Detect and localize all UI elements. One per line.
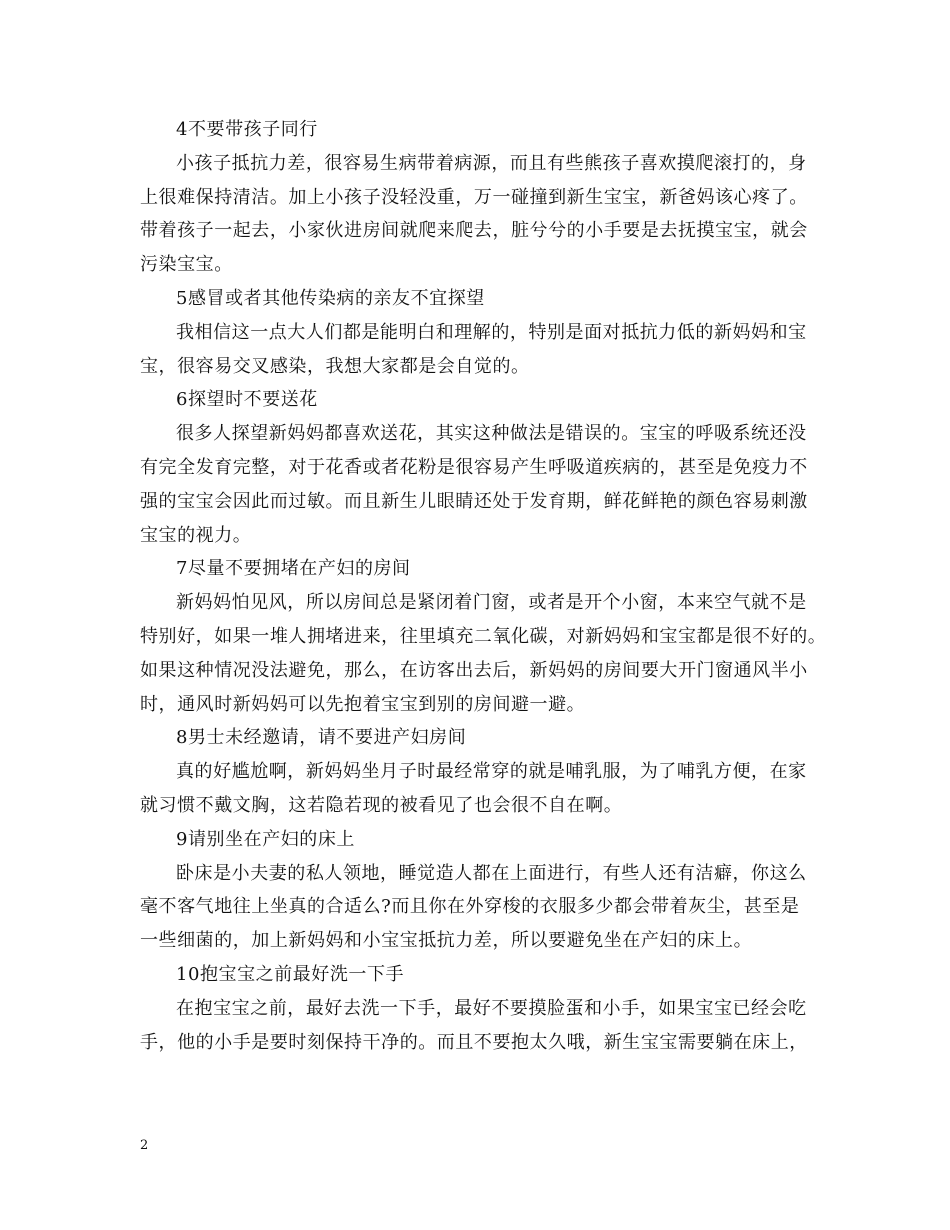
paragraph-line: 很多人探望新妈妈都喜欢送花，其实这种做法是错误的。宝宝的呼吸系统还没 [176,423,807,445]
heading-item-8: 8男士未经邀请，请不要进产妇房间 [176,727,467,749]
paragraph-line: 卧床是小夫妻的私人领地，睡觉造人都在上面进行，有些人还有洁癖，你这么 [176,862,807,884]
paragraph-line: 带着孩子一起去，小家伙进房间就爬来爬去，脏兮兮的小手要是去抚摸宝宝，就会 [140,220,808,242]
heading-item-4: 4不要带孩子同行 [176,119,318,140]
heading-item-5: 5感冒或者其他传染病的亲友不宜探望 [176,287,485,309]
paragraph-line: 手，他的小手是要时刻保持干净的。而且不要抱太久哦，新生宝宝需要躺在床上， [140,1031,808,1053]
paragraph-line: 上很难保持清洁。加上小孩子没轻没重，万一碰撞到新生宝宝，新爸妈该心疼了。 [140,186,808,208]
paragraph-line: 一些细菌的，加上新妈妈和小宝宝抵抗力差，所以要避免坐在产妇的床上。 [140,930,753,952]
document-body [140,113,827,1059]
paragraph-line: 特别好，如果一堆人拥堵进来，往里填充二氧化碳，对新妈妈和宝宝都是很不好的。 [140,625,827,647]
paragraph-line: 污染宝宝。 [140,254,233,276]
heading-item-6: 6探望时不要送花 [176,389,318,411]
heading-item-7: 7尽量不要拥堵在产妇的房间 [176,558,411,580]
paragraph-line: 毫不客气地往上坐真的合适么?而且你在外穿梭的衣服多少都会带着灰尘，甚至是 [140,896,800,918]
paragraph-line: 时，通风时新妈妈可以先抱着宝宝到别的房间避一避。 [140,693,586,715]
paragraph-line: 新妈妈怕见风，所以房间总是紧闭着门窗，或者是开个小窗，本来空气就不是 [176,592,807,614]
page-number: 2 [140,1138,149,1153]
paragraph-line: 如果这种情况没法避免，那么，在访客出去后，新妈妈的房间要大开门窗通风半小 [140,659,808,681]
paragraph-line: 有完全发育完整，对于花香或者花粉是很容易产生呼吸道疾病的，甚至是免疫力不 [140,456,808,478]
heading-item-9: 9请别坐在产妇的床上 [176,828,355,850]
paragraph-line: 我相信这一点大人们都是能明白和理解的，特别是面对抵抗力低的新妈妈和宝 [176,321,807,343]
paragraph-line: 就习惯不戴文胸，这若隐若现的被看见了也会很不自在啊。 [140,794,623,816]
paragraph-line: 宝，很容易交叉感染，我想大家都是会自觉的。 [140,355,530,377]
paragraph-line: 小孩子抵抗力差，很容易生病带着病源，而且有些熊孩子喜欢摸爬滚打的，身 [176,152,807,174]
paragraph-line: 真的好尴尬啊，新妈妈坐月子时最经常穿的就是哺乳服，为了哺乳方便，在家 [176,761,807,783]
paragraph-line: 宝宝的视力。 [140,524,252,546]
paragraph-line: 强的宝宝会因此而过敏。而且新生儿眼睛还处于发育期，鲜花鲜艳的颜色容易刺激 [140,490,808,512]
heading-item-10: 10抱宝宝之前最好洗一下手 [176,963,405,985]
paragraph-line: 在抱宝宝之前，最好去洗一下手，最好不要摸脸蛋和小手，如果宝宝已经会吃 [176,997,807,1019]
